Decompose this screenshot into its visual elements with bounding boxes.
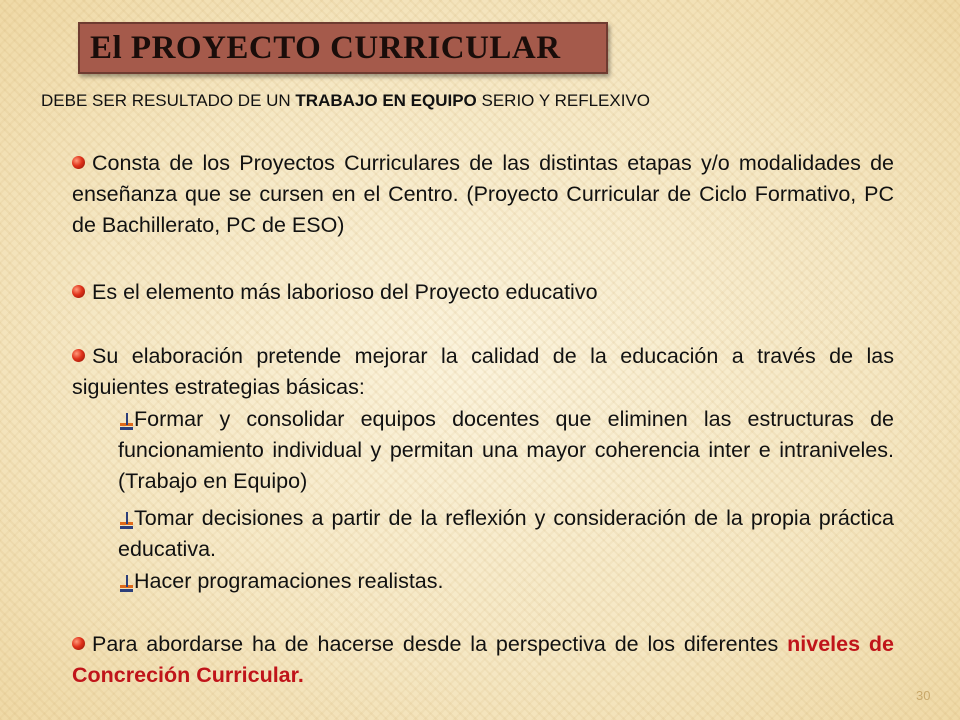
subtitle-pre: DEBE SER RESULTADO DE UN (41, 91, 296, 110)
strategy-item-2 (118, 503, 894, 565)
bullet-paragraph-4 (72, 629, 894, 691)
strategy-text-3: Hacer programaciones realistas. (134, 569, 444, 593)
bullet-text-1: Consta de los Proyectos Curriculares de las distintas etapas y/o modalidades de enseñanza que se cursen en el Centro. (Proyecto Curricular de Ciclo Formativo, PC de Bachillerato, PC de ESO) (72, 151, 894, 237)
bullet-text-3: Su elaboración pretende mejorar la calidad de la educación a través de las siguientes estrategias básicas: (72, 344, 894, 399)
strategy-text-2: Tomar decisiones a partir de la reflexión y consideración de la propia práctica educativa. (118, 506, 894, 561)
final-text: Para abordarse ha de hacerse desde la perspectiva de los diferentes (92, 632, 788, 656)
strategy-item-1 (118, 404, 894, 497)
page-number: 30 (916, 688, 931, 703)
bullet-text-2: Es el elemento más laborioso del Proyecto educativo (92, 280, 598, 304)
bullet-paragraph-2 (72, 277, 894, 308)
title-box (78, 22, 608, 74)
strategy-text-1: Formar y consolidar equipos docentes que eliminen las estructuras de funcionamiento individual y permitan una mayor coherencia inter e intraniveles. (Trabajo en Equipo) (118, 407, 894, 493)
slide-title: El PROYECTO CURRICULAR (90, 29, 561, 66)
arrow-icon (118, 411, 134, 431)
bullet-icon (72, 349, 85, 362)
slide-subtitle (41, 91, 650, 111)
bullet-paragraph-1 (72, 148, 894, 241)
bullet-paragraph-3 (72, 341, 894, 403)
arrow-icon (118, 510, 134, 530)
bullet-icon (72, 285, 85, 298)
bullet-icon (72, 637, 85, 650)
subtitle-bold: TRABAJO EN EQUIPO (295, 91, 477, 110)
bullet-icon (72, 156, 85, 169)
subtitle-post: SERIO Y REFLEXIVO (476, 91, 650, 110)
final-highlight: niveles de Concreción Curricular. (72, 632, 894, 687)
arrow-icon (118, 573, 134, 593)
strategy-item-3 (118, 566, 894, 597)
